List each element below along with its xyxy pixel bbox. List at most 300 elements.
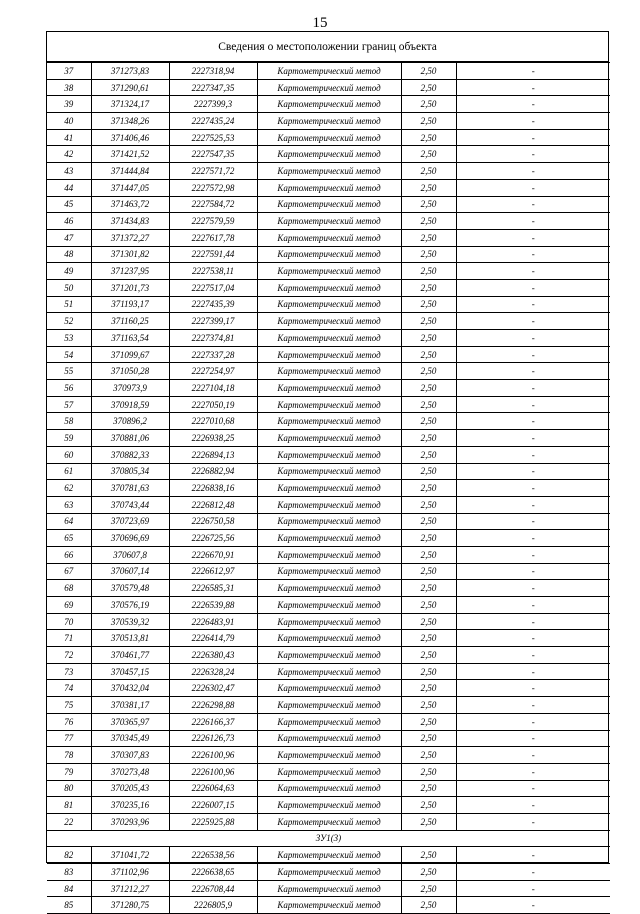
cell-coord-y: 2226064,63 [169, 780, 257, 797]
cell-accuracy: 2,50 [401, 463, 456, 480]
cell-coord-y: 2226938,25 [169, 430, 257, 447]
cell-method: Картометрический метод [257, 730, 401, 747]
cell-coord-y: 2225925,88 [169, 813, 257, 830]
cell-coord-x: 370607,8 [91, 546, 169, 563]
cell-coord-y: 2227050,19 [169, 396, 257, 413]
cell-coord-y: 2227547,35 [169, 146, 257, 163]
table-row [47, 229, 610, 246]
cell-coord-x: 371301,82 [91, 246, 169, 263]
cell-coord-y: 2227584,72 [169, 196, 257, 213]
cell-coord-y: 2227399,17 [169, 313, 257, 330]
cell-method: Картометрический метод [257, 129, 401, 146]
cell-coord-y: 2226538,56 [169, 847, 257, 864]
cell-description: - [456, 530, 610, 547]
cell-coord-y: 2226750,58 [169, 513, 257, 530]
cell-point-number: 42 [47, 146, 91, 163]
table-row [47, 63, 610, 80]
cell-description: - [456, 847, 610, 864]
cell-point-number: 83 [47, 864, 91, 881]
cell-point-number: 48 [47, 246, 91, 263]
cell-coord-y: 2227374,81 [169, 330, 257, 347]
cell-description: - [456, 580, 610, 597]
cell-accuracy: 2,50 [401, 864, 456, 881]
cell-point-number: 37 [47, 63, 91, 80]
cell-coord-x: 371421,52 [91, 146, 169, 163]
cell-description: - [456, 897, 610, 914]
cell-point-number: 68 [47, 580, 91, 597]
cell-coord-x: 371280,75 [91, 897, 169, 914]
section-label: ЗУ1(3) [47, 830, 610, 847]
cell-coord-x: 371099,67 [91, 346, 169, 363]
cell-point-number: 49 [47, 263, 91, 280]
cell-method: Картометрический метод [257, 263, 401, 280]
cell-coord-y: 2226805,9 [169, 897, 257, 914]
table-row [47, 380, 610, 397]
table-row [47, 797, 610, 814]
cell-coord-x: 370365,97 [91, 713, 169, 730]
cell-coord-y: 2226670,91 [169, 546, 257, 563]
cell-method: Картометрический метод [257, 179, 401, 196]
table-row [47, 396, 610, 413]
cell-coord-y: 2226539,88 [169, 597, 257, 614]
table-row [47, 296, 610, 313]
table-row [47, 513, 610, 530]
cell-coord-x: 371102,96 [91, 864, 169, 881]
cell-description: - [456, 480, 610, 497]
cell-method: Картометрический метод [257, 363, 401, 380]
cell-method: Картометрический метод [257, 413, 401, 430]
cell-accuracy: 2,50 [401, 279, 456, 296]
cell-description: - [456, 747, 610, 764]
cell-coord-x: 371324,17 [91, 96, 169, 113]
cell-coord-x: 370896,2 [91, 413, 169, 430]
cell-accuracy: 2,50 [401, 79, 456, 96]
cell-coord-x: 371463,72 [91, 196, 169, 213]
cell-method: Картометрический метод [257, 196, 401, 213]
cell-coord-x: 371444,84 [91, 163, 169, 180]
cell-coord-y: 2226380,43 [169, 647, 257, 664]
cell-coord-x: 370513,81 [91, 630, 169, 647]
cell-description: - [456, 563, 610, 580]
cell-accuracy: 2,50 [401, 363, 456, 380]
cell-accuracy: 2,50 [401, 229, 456, 246]
cell-accuracy: 2,50 [401, 446, 456, 463]
cell-coord-y: 2227337,28 [169, 346, 257, 363]
cell-coord-x: 370273,48 [91, 763, 169, 780]
cell-description: - [456, 546, 610, 563]
cell-coord-x: 370457,15 [91, 663, 169, 680]
cell-point-number: 57 [47, 396, 91, 413]
cell-point-number: 51 [47, 296, 91, 313]
cell-accuracy: 2,50 [401, 146, 456, 163]
cell-description: - [456, 296, 610, 313]
cell-coord-y: 2227525,53 [169, 129, 257, 146]
table-row [47, 346, 610, 363]
cell-description: - [456, 597, 610, 614]
cell-point-number: 81 [47, 797, 91, 814]
cell-description: - [456, 263, 610, 280]
cell-coord-y: 2227435,39 [169, 296, 257, 313]
cell-coord-y: 2227318,94 [169, 63, 257, 80]
cell-point-number: 45 [47, 196, 91, 213]
cell-method: Картометрический метод [257, 880, 401, 897]
boundary-table-frame [46, 31, 609, 911]
cell-point-number: 69 [47, 597, 91, 614]
cell-coord-y: 2226483,91 [169, 613, 257, 630]
cell-description: - [456, 463, 610, 480]
cell-method: Картометрический метод [257, 613, 401, 630]
cell-accuracy: 2,50 [401, 847, 456, 864]
cell-coord-y: 2226007,15 [169, 797, 257, 814]
cell-coord-y: 2227010,68 [169, 413, 257, 430]
table-row [47, 647, 610, 664]
cell-coord-x: 371447,05 [91, 179, 169, 196]
cell-method: Картометрический метод [257, 663, 401, 680]
cell-method: Картометрический метод [257, 396, 401, 413]
cell-coord-y: 2227617,78 [169, 229, 257, 246]
table-row [47, 496, 610, 513]
cell-point-number: 66 [47, 546, 91, 563]
cell-point-number: 41 [47, 129, 91, 146]
cell-coord-y: 2227435,24 [169, 113, 257, 130]
cell-method: Картометрический метод [257, 864, 401, 881]
cell-point-number: 77 [47, 730, 91, 747]
cell-point-number: 71 [47, 630, 91, 647]
cell-coord-y: 2226298,88 [169, 697, 257, 714]
table-row [47, 763, 610, 780]
cell-coord-x: 371372,27 [91, 229, 169, 246]
cell-point-number: 50 [47, 279, 91, 296]
cell-point-number: 56 [47, 380, 91, 397]
cell-point-number: 76 [47, 713, 91, 730]
cell-coord-y: 2226708,44 [169, 880, 257, 897]
cell-accuracy: 2,50 [401, 697, 456, 714]
cell-description: - [456, 697, 610, 714]
table-row [47, 279, 610, 296]
cell-coord-y: 2226812,48 [169, 496, 257, 513]
cell-point-number: 60 [47, 446, 91, 463]
cell-accuracy: 2,50 [401, 496, 456, 513]
cell-point-number: 55 [47, 363, 91, 380]
table-row [47, 96, 610, 113]
cell-coord-y: 2226166,37 [169, 713, 257, 730]
cell-point-number: 40 [47, 113, 91, 130]
cell-description: - [456, 763, 610, 780]
table-row [47, 146, 610, 163]
table-row [47, 680, 610, 697]
cell-description: - [456, 96, 610, 113]
table-row [47, 480, 610, 497]
cell-coord-x: 371237,95 [91, 263, 169, 280]
cell-description: - [456, 713, 610, 730]
cell-coord-y: 2226100,96 [169, 763, 257, 780]
cell-coord-x: 370205,43 [91, 780, 169, 797]
table-row [47, 546, 610, 563]
cell-description: - [456, 730, 610, 747]
cell-accuracy: 2,50 [401, 813, 456, 830]
cell-point-number: 53 [47, 330, 91, 347]
table-row [47, 413, 610, 430]
cell-coord-x: 370345,49 [91, 730, 169, 747]
table-row [47, 263, 610, 280]
cell-method: Картометрический метод [257, 380, 401, 397]
table-row [47, 747, 610, 764]
cell-method: Картометрический метод [257, 330, 401, 347]
cell-method: Картометрический метод [257, 697, 401, 714]
cell-accuracy: 2,50 [401, 213, 456, 230]
cell-coord-x: 371193,17 [91, 296, 169, 313]
cell-accuracy: 2,50 [401, 296, 456, 313]
cell-accuracy: 2,50 [401, 313, 456, 330]
cell-accuracy: 2,50 [401, 763, 456, 780]
cell-accuracy: 2,50 [401, 396, 456, 413]
cell-method: Картометрический метод [257, 713, 401, 730]
table-row [47, 330, 610, 347]
cell-point-number: 73 [47, 663, 91, 680]
cell-accuracy: 2,50 [401, 129, 456, 146]
cell-point-number: 22 [47, 813, 91, 830]
cell-coord-y: 2226638,65 [169, 864, 257, 881]
cell-method: Картометрический метод [257, 797, 401, 814]
cell-point-number: 67 [47, 563, 91, 580]
cell-point-number: 78 [47, 747, 91, 764]
cell-description: - [456, 864, 610, 881]
section-row [47, 830, 610, 847]
cell-accuracy: 2,50 [401, 346, 456, 363]
cell-coord-x: 370235,16 [91, 797, 169, 814]
cell-accuracy: 2,50 [401, 546, 456, 563]
cell-point-number: 65 [47, 530, 91, 547]
cell-description: - [456, 146, 610, 163]
cell-coord-x: 370293,96 [91, 813, 169, 830]
cell-accuracy: 2,50 [401, 797, 456, 814]
cell-point-number: 85 [47, 897, 91, 914]
cell-coord-x: 371434,83 [91, 213, 169, 230]
cell-accuracy: 2,50 [401, 747, 456, 764]
cell-accuracy: 2,50 [401, 647, 456, 664]
cell-coord-y: 2226302,47 [169, 680, 257, 697]
cell-coord-x: 371348,26 [91, 113, 169, 130]
table-row [47, 129, 610, 146]
table-row [47, 813, 610, 830]
cell-description: - [456, 313, 610, 330]
cell-coord-y: 2227538,11 [169, 263, 257, 280]
cell-coord-y: 2226126,73 [169, 730, 257, 747]
cell-description: - [456, 797, 610, 814]
cell-coord-x: 371041,72 [91, 847, 169, 864]
cell-point-number: 58 [47, 413, 91, 430]
cell-coord-x: 370743,44 [91, 496, 169, 513]
page-number: 15 [312, 15, 328, 31]
cell-coord-x: 370918,59 [91, 396, 169, 413]
cell-method: Картометрический метод [257, 346, 401, 363]
cell-coord-x: 370881,06 [91, 430, 169, 447]
cell-accuracy: 2,50 [401, 63, 456, 80]
table-title: Сведения о местоположении границ объекта [47, 32, 608, 62]
cell-method: Картометрический метод [257, 780, 401, 797]
cell-point-number: 61 [47, 463, 91, 480]
cell-accuracy: 2,50 [401, 613, 456, 630]
table-row [47, 163, 610, 180]
cell-coord-y: 2227579,59 [169, 213, 257, 230]
cell-method: Картометрический метод [257, 813, 401, 830]
table-row [47, 697, 610, 714]
table-row [47, 313, 610, 330]
cell-coord-y: 2227104,18 [169, 380, 257, 397]
cell-point-number: 54 [47, 346, 91, 363]
cell-method: Картометрический метод [257, 563, 401, 580]
cell-coord-y: 2226100,96 [169, 747, 257, 764]
cell-coord-y: 2227517,04 [169, 279, 257, 296]
cell-point-number: 62 [47, 480, 91, 497]
cell-coord-x: 370461,77 [91, 647, 169, 664]
cell-accuracy: 2,50 [401, 513, 456, 530]
cell-coord-y: 2226725,56 [169, 530, 257, 547]
table-row [47, 730, 610, 747]
cell-description: - [456, 79, 610, 96]
cell-description: - [456, 196, 610, 213]
cell-point-number: 84 [47, 880, 91, 897]
cell-coord-x: 370539,32 [91, 613, 169, 630]
cell-description: - [456, 179, 610, 196]
cell-description: - [456, 330, 610, 347]
cell-coord-x: 371050,28 [91, 363, 169, 380]
cell-description: - [456, 246, 610, 263]
cell-point-number: 64 [47, 513, 91, 530]
cell-description: - [456, 396, 610, 413]
cell-method: Картометрический метод [257, 229, 401, 246]
cell-description: - [456, 279, 610, 296]
cell-method: Картометрический метод [257, 146, 401, 163]
cell-description: - [456, 430, 610, 447]
table-row [47, 246, 610, 263]
cell-method: Картометрический метод [257, 213, 401, 230]
cell-description: - [456, 163, 610, 180]
table-row [47, 213, 610, 230]
cell-method: Картометрический метод [257, 313, 401, 330]
cell-accuracy: 2,50 [401, 597, 456, 614]
cell-method: Картометрический метод [257, 296, 401, 313]
cell-method: Картометрический метод [257, 580, 401, 597]
cell-method: Картометрический метод [257, 530, 401, 547]
table-body-section [47, 847, 610, 914]
cell-description: - [456, 663, 610, 680]
cell-method: Картометрический метод [257, 480, 401, 497]
cell-point-number: 52 [47, 313, 91, 330]
table-row [47, 79, 610, 96]
cell-point-number: 44 [47, 179, 91, 196]
table-row [47, 663, 610, 680]
cell-point-number: 74 [47, 680, 91, 697]
cell-description: - [456, 413, 610, 430]
cell-accuracy: 2,50 [401, 96, 456, 113]
cell-point-number: 79 [47, 763, 91, 780]
cell-point-number: 72 [47, 647, 91, 664]
cell-accuracy: 2,50 [401, 880, 456, 897]
table-body-main [47, 63, 610, 831]
table-row [47, 530, 610, 547]
cell-coord-x: 371212,27 [91, 880, 169, 897]
cell-coord-x: 370723,69 [91, 513, 169, 530]
cell-method: Картометрический метод [257, 96, 401, 113]
cell-accuracy: 2,50 [401, 563, 456, 580]
table-row [47, 446, 610, 463]
cell-method: Картометрический метод [257, 463, 401, 480]
cell-accuracy: 2,50 [401, 713, 456, 730]
cell-description: - [456, 346, 610, 363]
cell-description: - [456, 63, 610, 80]
cell-coord-x: 371201,73 [91, 279, 169, 296]
cell-method: Картометрический метод [257, 513, 401, 530]
cell-accuracy: 2,50 [401, 196, 456, 213]
section-header-group [47, 830, 610, 847]
cell-accuracy: 2,50 [401, 413, 456, 430]
cell-coord-x: 370432,04 [91, 680, 169, 697]
cell-method: Картометрический метод [257, 246, 401, 263]
cell-accuracy: 2,50 [401, 630, 456, 647]
cell-method: Картометрический метод [257, 647, 401, 664]
table-row [47, 630, 610, 647]
cell-method: Картометрический метод [257, 763, 401, 780]
coordinates-table [47, 62, 610, 914]
cell-description: - [456, 213, 610, 230]
cell-description: - [456, 129, 610, 146]
cell-description: - [456, 680, 610, 697]
cell-coord-y: 2227347,35 [169, 79, 257, 96]
cell-coord-y: 2226414,79 [169, 630, 257, 647]
cell-coord-y: 2226882,94 [169, 463, 257, 480]
cell-description: - [456, 496, 610, 513]
cell-point-number: 63 [47, 496, 91, 513]
cell-point-number: 70 [47, 613, 91, 630]
table-row [47, 847, 610, 864]
cell-coord-x: 370579,48 [91, 580, 169, 597]
cell-coord-x: 370781,63 [91, 480, 169, 497]
cell-accuracy: 2,50 [401, 430, 456, 447]
cell-accuracy: 2,50 [401, 246, 456, 263]
table-row [47, 563, 610, 580]
cell-accuracy: 2,50 [401, 179, 456, 196]
cell-description: - [456, 513, 610, 530]
table-row [47, 897, 610, 914]
cell-description: - [456, 630, 610, 647]
cell-point-number: 38 [47, 79, 91, 96]
cell-accuracy: 2,50 [401, 330, 456, 347]
cell-description: - [456, 380, 610, 397]
cell-coord-x: 371406,46 [91, 129, 169, 146]
cell-point-number: 39 [47, 96, 91, 113]
cell-description: - [456, 113, 610, 130]
cell-accuracy: 2,50 [401, 680, 456, 697]
table-row [47, 196, 610, 213]
cell-coord-y: 2227571,72 [169, 163, 257, 180]
cell-method: Картометрический метод [257, 680, 401, 697]
cell-coord-y: 2226894,13 [169, 446, 257, 463]
cell-coord-x: 370381,17 [91, 697, 169, 714]
cell-coord-y: 2226612,97 [169, 563, 257, 580]
cell-point-number: 59 [47, 430, 91, 447]
cell-coord-y: 2226838,16 [169, 480, 257, 497]
table-row [47, 713, 610, 730]
cell-coord-x: 371290,61 [91, 79, 169, 96]
cell-method: Картометрический метод [257, 279, 401, 296]
cell-coord-x: 371163,54 [91, 330, 169, 347]
cell-description: - [456, 813, 610, 830]
cell-method: Картометрический метод [257, 496, 401, 513]
cell-coord-x: 370576,19 [91, 597, 169, 614]
cell-coord-x: 371273,83 [91, 63, 169, 80]
cell-coord-x: 370805,34 [91, 463, 169, 480]
